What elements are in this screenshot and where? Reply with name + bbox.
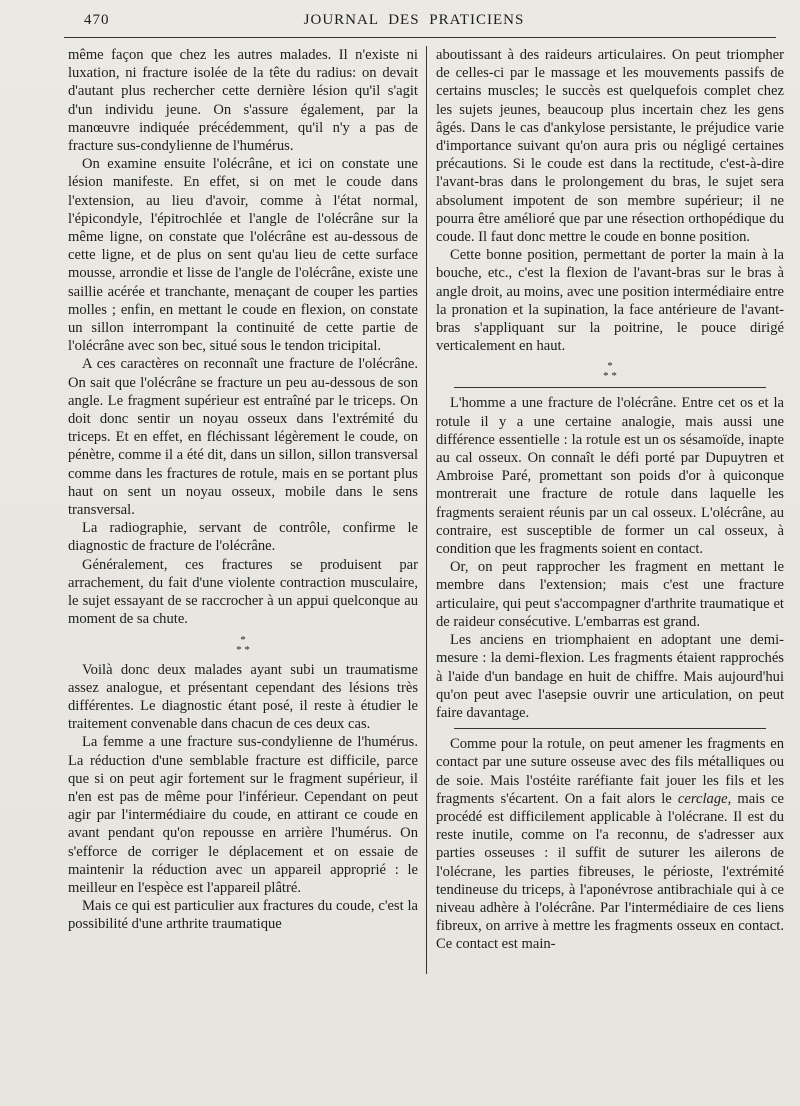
paragraph: Cette bonne position, permettant de porter la main à la bouche, etc., c'est la flexion de l'avant-bras sur le bras à angle droit, au moins, avec une position intermédiaire entre la pronation et la supination, la face antérieure de l'avant-bras s'appliquant sur la poitrine, le pouce dirigé verticalement en haut. [436, 247, 784, 355]
paragraph: La radiographie, servant de contrôle, confirme le diagnostic de fracture de l'olécrâne. [68, 520, 418, 555]
paragraph: La femme a une fracture sus-condylienne de l'humérus. La réduction d'une semblable fracture est difficile, parce que si on peut agir fortement sur le fragment supérieur, il n'en est pas de même pour l'inférieur. Cependant on peut agir par l'intermédiaire du coude, en attirant ce coude en avant pendant qu'on repousse en arrière l'humérus. On s'efforce de corriger le déplacement et on essaie de maintenir la réduction avec un appareil approprié : le meilleur en l'espèce est l'appareil plâtré. [68, 734, 418, 896]
left-column [68, 46, 418, 934]
asterism-top: * [240, 633, 246, 646]
paragraph: aboutissant à des raideurs articulaires. On peut triompher de celles-ci par le massage et les mouvements passifs de certains muscles; le succès est quelquefois complet chez les sujets jeunes, beaucoup plus incertain chez les gens âgés. Dans le cas d'ankylose persistante, le préjudice varie d'importance suivant qu'on aura pris ou négligé certaines précautions. Si le coude est dans la rectitude, c'est-à-dire l'avant-bras dans le prolongement du bras, le sujet sera absolument impotent de son membre supérieur; il ne pourra être amélioré que par une résection orthopédique du coude. Il faut donc mettre le coude en bonne position. [436, 47, 784, 246]
paragraph: Mais ce qui est particulier aux fractures du coude, c'est la possibilité d'une arthrite traumatique [68, 898, 418, 933]
separator-rule [454, 387, 766, 388]
paragraph: même façon que chez les autres malades. Il n'existe ni luxation, ni fracture isolée de la tête du radius: on devait d'autant plus rechercher cette dernière lésion qu'il s'agit d'un individu jeune. On s'assure également, par la manœuvre indiquée précédemment, qu'il n'y a pas de fracture sus-condylienne de l'humérus. [68, 47, 418, 155]
running-title: JOURNAL DES PRATICIENS [303, 12, 525, 28]
paragraph: Généralement, ces fractures se produisent par arrachement, du fait d'une violente contraction musculaire, le sujet essayant de se raccrocher à un appui quelconque au moment de sa chute. [68, 556, 418, 628]
paragraph: On examine ensuite l'olécrâne, et ici on constate une lésion manifeste. En effet, si on met le coude dans l'extension, au lieu d'avoir, comme à l'état normal, l'épicondyle, l'épitrochlée et l'angle de l'olécrâne sur la même ligne, on constate que l'olécrâne est au-dessous de cette ligne, et de plus on sent qu'au lieu de cette surface mousse, arrondie et lisse de l'angle de l'olécrâne, existe une saillie acérée et tranchante, menaçant de couper les parties molles ; enfin, en mettant le coude en flexion, on constate un sillon interrompant la continuité de cette partie de l'olécrâne avec son bec, situé sous le tendon tricipital. [68, 156, 418, 355]
asterism-top: * [607, 360, 613, 373]
page-header [64, 12, 764, 36]
paragraph: Or, on peut rapprocher les fragment en mettant le membre dans l'extension; mais c'est une fracture articulaire, qui peut s'accompagner d'arthrite traumatique et de raideur consécutive. L'embarras est grand. [436, 559, 784, 630]
column-divider [426, 46, 427, 974]
italic-term: cerclage [677, 790, 728, 807]
paragraph-with-italic [436, 735, 784, 953]
paragraph-text: , mais ce procédé est difficilement applicable à l'olécrane. Il est du reste inutile, comme on l'a reconnu, de s'adresser aux parties osseuses : il suffit de suturer les ailerons de l'olécrane, les parties fibreuses, le périoste, l'extrémité tendineuse du triceps, à l'aponévrose antibrachiale qui à ce niveau adhère à l'olécrâne. Par l'intermédiaire de ces liens fibreux, on arrive à mettre les fragments osseux en contact. Ce contact est main- [436, 790, 784, 953]
section-asterism [436, 361, 784, 381]
paragraph: Voilà donc deux malades ayant subi un traumatisme assez analogue, et présentant cependant des lésions très différentes. Le diagnostic étant posé, il reste à étudier le traitement convenable dans chacun de ces deux cas. [68, 661, 418, 733]
paragraph: L'homme a une fracture de l'olécrâne. Entre cet os et la rotule il y a une certaine analogie, mais aussi une différence essentielle : la rotule est un os sésamoïde, inapte au cal osseux. On connaît le défi porté par Dupuytren et Ambroise Paré, promettant son poids d'or à quiconque montrerait une fracture de rotule dans laquelle les fragments seraient réunis par un cal osseux. L'olécrâne, au contraire, est susceptible de former un cal osseux, à condition que les fragments soient en contact. [436, 395, 784, 558]
asterism-bottom: * * [236, 643, 250, 656]
paragraph: Les anciens en triomphaient en adoptant une demi-mesure : la demi-flexion. Les fragments étaient rapprochés à l'aide d'un bandage en huit de chiffre. Mais aujourd'hui qu'on peut avec l'asepsie ouvrir une articulation, on peut faire davantage. [436, 632, 784, 721]
paragraph-text: Comme pour la rotule, on peut amener les fragments en contact par une suture osseuse avec des fils métalliques ou de soie. Mais l'ostéite raréfiante fait jouer les fils et les fragments s'écartent. On a fait alors le [436, 736, 784, 807]
page-number: 470 [84, 12, 110, 28]
paragraph: A ces caractères on reconnaît une fracture de l'olécrâne. On sait que l'olécrâne se fracture un peu au-dessous de son angle. Le fragment supérieur est entraîné par le triceps. On doit donc sentir un noyau osseux dans l'extrémité du triceps. Et en effet, en fléchissant légèrement le coude, on pénètre, comme il a été dit, dans un sillon, sillon transversal comme dans les fractures de rotule, mais en se portant plus haut on sent un noyau osseux, mobile dans le sens transversal. [68, 356, 418, 519]
asterism-bottom: * * [603, 370, 617, 383]
separator-rule [454, 728, 766, 729]
section-asterism [68, 635, 418, 655]
header-rule [64, 37, 776, 38]
right-column [436, 46, 784, 954]
